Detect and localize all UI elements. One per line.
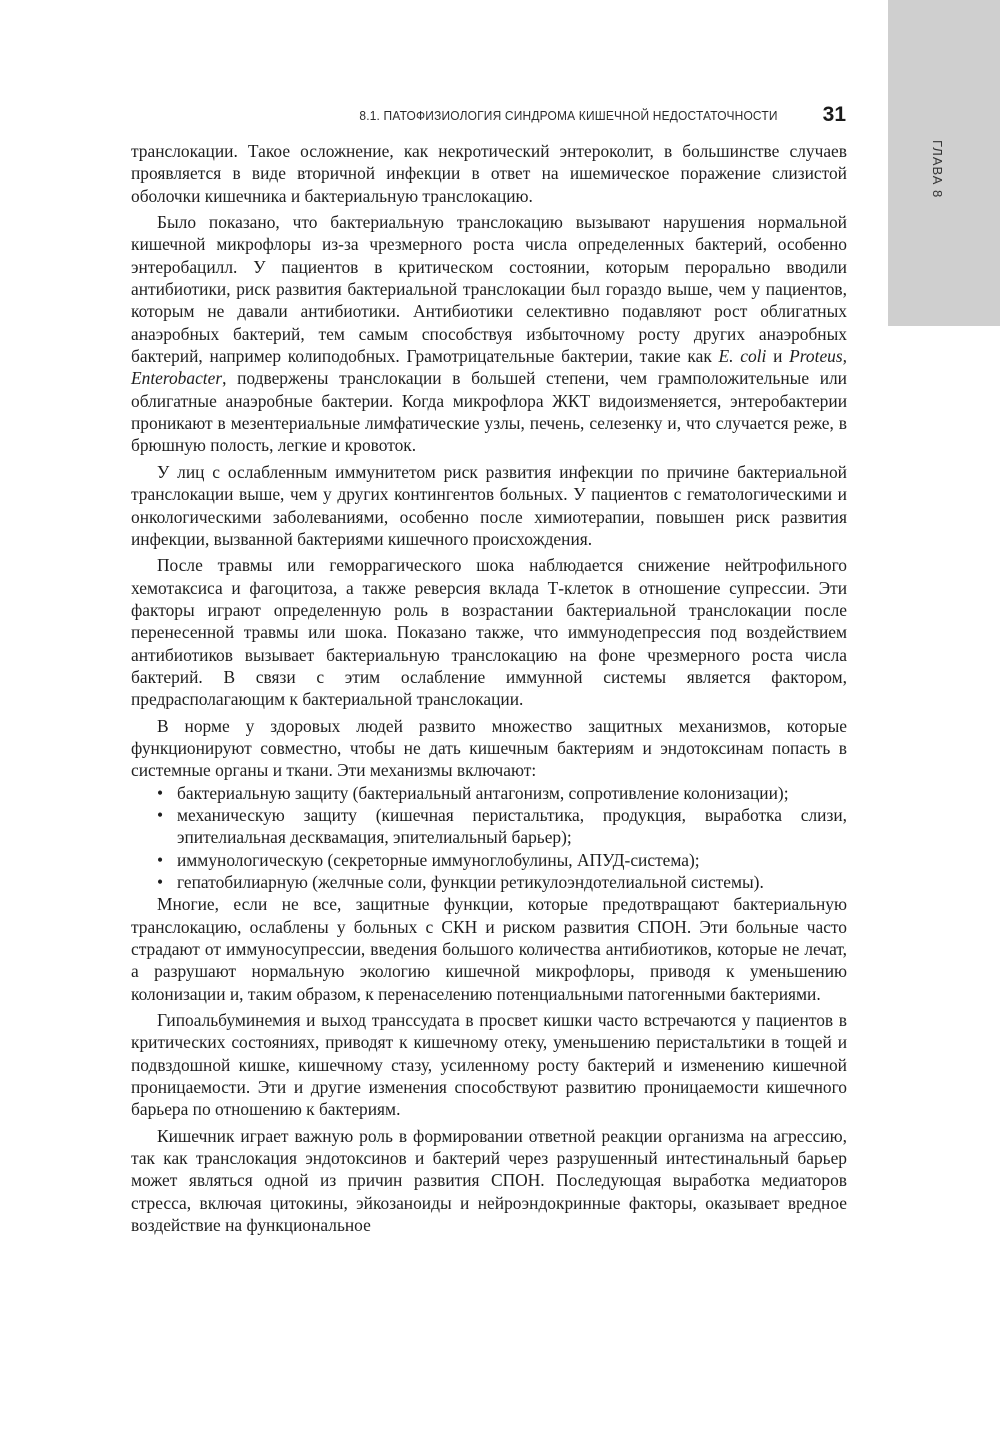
paragraph-1: транслокации. Такое осложнение, как некротический энтероколит, в большинстве случаев проявляется в виде вторичной инфекции в ответ на ишемическое поражение слизистой оболочки кишечника и бактериальную транслокацию.	[131, 141, 847, 206]
paragraph-5: В норме у здоровых людей развито множество защитных механизмов, которые функционируют совместно, чтобы не дать кишечным бактериям и эндотоксинам попасть в системные органы и ткани. Эти механизмы включают:	[131, 715, 847, 781]
bullet-marker: •	[157, 849, 164, 870]
paragraph-2-text-b: и	[766, 346, 790, 367]
list-item	[131, 782, 847, 804]
paragraph-2-text-a: Было показано, что бактериальную транслокацию вызывают нарушения нормальной кишечной микрофлоры из-за чрезмерного роста числа определенных бактерий, особенно энтеробацилл. У пациентов в критическом состоянии, которым перорально вводили антибиотики, риск развития бактериальной транслокации был гораздо выше, чем у пациентов, которым не давали антибиотики. Антибиотики селективно подавляют рост облигатных анаэробных бактерий, тем самым способствуя избыточному росту других анаэробных бактерий, например колиподобных. Грамотрицательные бактерии, такие как	[131, 212, 847, 367]
paragraph-7: Гипоальбуминемия и выход транссудата в просвет кишки часто встречаются у пациентов в критических состояниях, приводят к кишечному отеку, уменьшению перистальтики в тощей и подвздошной кишке, кишечному стазу, усиленному росту бактерий и изменению кишечной проницаемости. Эти и другие изменения способствуют развитию проницаемости кишечного барьера по отношению к бактериям.	[131, 1010, 847, 1120]
list-item	[131, 871, 847, 893]
paragraph-6: Многие, если не все, защитные функции, которые предотвращают бактериальную транслокацию, ослаблены у больных с СКН и риском развития СПОН. Эти больные часто страдают от иммуносупрессии, введения большого количества антибиотиков, которые не лечат, а разрушают нормальную экологию кишечной микрофлоры, приводя к уменьшению колонизации и, таким образом, к перенаселению потенциальными патогенными бактериями.	[131, 894, 847, 1004]
running-header	[130, 103, 846, 133]
species-proteus-enterobacter: Proteus, Enterobacter	[131, 346, 847, 389]
list-item-text: гепатобилиарную (желчные соли, функции ретикулоэндотелиальной системы).	[177, 872, 764, 892]
page-number: 31	[822, 103, 846, 126]
list-item-text: механическую защиту (кишечная перистальтика, продукция, выработка слизи, эпителиальная десквамация, эпителиальный барьер);	[177, 804, 847, 848]
bullet-marker: •	[157, 782, 164, 803]
paragraph-8: Кишечник играет важную роль в формировании ответной реакции организма на агрессию, так как транслокация эндотоксинов и бактерий через разрушенный интестинальный барьер может являться одной из причин развития СПОН. Последующая выработка медиаторов стресса, включая цитокины, эйкозаноиды и нейроэндокринные факторы, оказывает вредное воздействие на функциональное	[131, 1125, 847, 1236]
paragraph-4: После травмы или геморрагического шока наблюдается снижение нейтрофильного хемотаксиса и фагоцитоза, а также реверсия вклада Т-клеток в отношение супрессии. Эти факторы играют определенную роль в возрастании бактериальной транслокации после перенесенной травмы или шока. Показано также, что иммунодепрессия под воздействием антибиотиков вызывает бактериальную транслокацию на фоне чрезмерного роста числа бактерий. В связи с этим ослабление иммунной системы является фактором, предрасполагающим к бактериальной транслокации.	[131, 555, 847, 710]
defense-mechanisms-list	[131, 782, 847, 894]
bullet-marker: •	[157, 804, 164, 825]
list-item	[131, 849, 847, 871]
list-item-text: бактериальную защиту (бактериальный антагонизм, сопротивление колонизации);	[177, 782, 789, 803]
species-e-coli: E. coli	[718, 346, 767, 367]
paragraph-2-text-c: , подвержены транслокации в большей степени, чем грамположительные или облигатные анаэробные бактерии. Когда микрофлора ЖКТ видоизменяется, энтеробактерии проникают в мезентериальные лимфатические узлы, печень, селезенку и, что случается реже, в брюшную полость, легкие и кровоток.	[131, 368, 847, 456]
list-item-text: иммунологическую (секреторные иммуноглобулины, АПУД-система);	[177, 849, 700, 870]
paragraph-3: У лиц с ослабленным иммунитетом риск развития инфекции по причине бактериальной транслокации выше, чем у других контингентов больных. У пациентов с гематологическими и онкологическими заболеваниями, особенно после химиотерапии, повышен риск развития инфекции, вызванной бактериями кишечного происхождения.	[131, 461, 847, 549]
running-title: 8.1. ПАТОФИЗИОЛОГИЯ СИНДРОМА КИШЕЧНОЙ НЕДОСТАТОЧНОСТИ	[359, 108, 778, 123]
paragraph-2	[131, 211, 847, 457]
body-text	[131, 140, 847, 1237]
chapter-label: ГЛАВА 8	[930, 140, 945, 199]
list-item	[131, 804, 847, 849]
bullet-marker: •	[157, 872, 164, 892]
